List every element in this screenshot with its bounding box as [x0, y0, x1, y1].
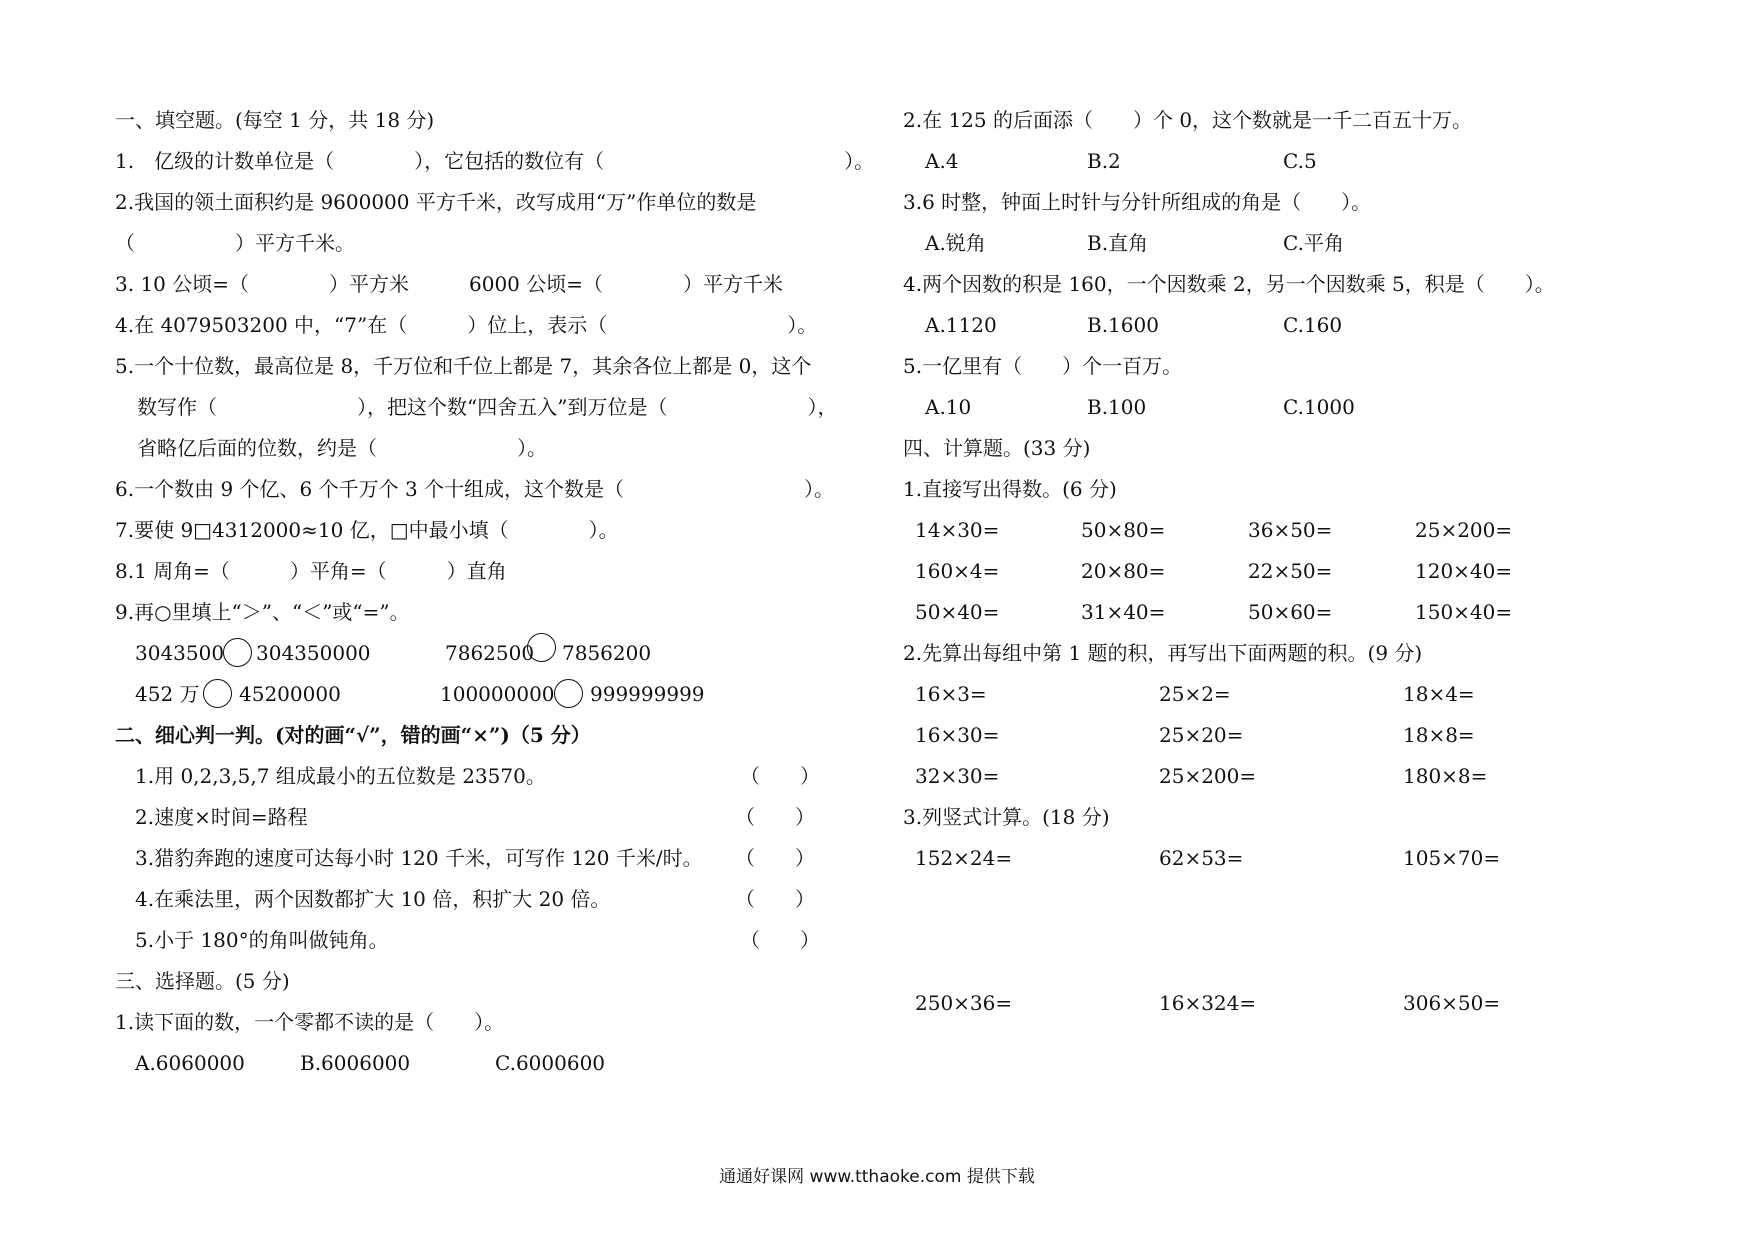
judge-text: 3.猎豹奔跑的速度可达每小时 120 千米，可写作 120 千米/时。 — [135, 846, 703, 870]
calc-row — [903, 674, 1623, 715]
calc-part-3-title: 3.列竖式计算。(18 分) — [903, 805, 1110, 829]
judge-paren[interactable]: （ ） — [735, 846, 815, 870]
option-a[interactable]: A.锐角 — [925, 231, 986, 255]
footer-source: 通通好课网 www.tthaoke.com 提供下载 — [719, 1167, 1035, 1187]
calc-row — [903, 510, 1623, 551]
choice-options-2 — [903, 141, 1623, 182]
calc-item: 50×80= — [1081, 518, 1166, 542]
option-b[interactable]: B.100 — [1087, 395, 1147, 419]
judge-paren[interactable]: （ ） — [740, 764, 820, 788]
option-c[interactable]: C.160 — [1283, 313, 1343, 337]
calc-item: 160×4= — [915, 559, 1000, 583]
right-column — [903, 100, 1623, 1024]
calc-item: 62×53= — [1159, 846, 1244, 870]
calc-item: 250×36= — [915, 991, 1013, 1015]
calc-item: 16×324= — [1159, 991, 1257, 1015]
fill-question-2-line1: 2.我国的领土面积约是 9600000 平方千米，改写成用“万”作单位的数是 — [115, 190, 757, 214]
compare-row-1 — [115, 633, 875, 674]
compare-a: 3043500 — [135, 641, 225, 665]
judge-item — [115, 756, 875, 797]
judge-item — [115, 838, 875, 879]
calc-item: 25×200= — [1159, 764, 1257, 788]
compare-b: 999999999 — [590, 682, 705, 706]
option-a[interactable]: A.1120 — [925, 313, 997, 337]
compare-circle[interactable] — [527, 633, 556, 662]
choice-question-2: 2.在 125 的后面添（ ）个 0，这个数就是一千二百五十万。 — [903, 108, 1473, 132]
option-b[interactable]: B.1600 — [1087, 313, 1159, 337]
calc-item: 36×50= — [1248, 518, 1333, 542]
choice-options-5 — [903, 387, 1623, 428]
option-b[interactable]: B.直角 — [1087, 231, 1149, 255]
calc-item: 16×30= — [915, 723, 1000, 747]
left-column — [115, 100, 875, 1084]
judge-text: 1.用 0,2,3,5,7 组成最小的五位数是 23570。 — [135, 764, 546, 788]
judge-item — [115, 797, 875, 838]
judge-text: 2.速度×时间=路程 — [135, 805, 308, 829]
compare-circle[interactable] — [223, 638, 252, 667]
fill-question-5-line3: 省略亿后面的位数，约是（ ）。 — [137, 436, 547, 460]
option-a[interactable]: A.6060000 — [135, 1051, 245, 1075]
option-c[interactable]: C.6000600 — [495, 1051, 606, 1075]
calc-item: 20×80= — [1081, 559, 1166, 583]
calc-item: 50×40= — [915, 600, 1000, 624]
fill-question-1: 1. 亿级的计数单位是（ ），它包括的数位有（ ）。 — [115, 149, 875, 173]
vertical-calc-row-1 — [903, 838, 1623, 879]
fill-question-8: 8.1 周角=（ ）平角=（ ）直角 — [115, 559, 507, 583]
section-3-title: 三、选择题。(5 分) — [115, 969, 290, 993]
choice-question-1: 1.读下面的数，一个零都不读的是（ ）。 — [115, 1010, 505, 1034]
compare-row-2 — [115, 674, 875, 715]
calc-item: 150×40= — [1415, 600, 1513, 624]
choice-options-4 — [903, 305, 1623, 346]
calc-item: 306×50= — [1403, 991, 1501, 1015]
compare-a: 100000000 — [440, 682, 555, 706]
section-4-title: 四、计算题。(33 分) — [903, 436, 1091, 460]
calc-part-1-title: 1.直接写出得数。(6 分) — [903, 477, 1117, 501]
option-c[interactable]: C.平角 — [1283, 231, 1344, 255]
calc-item: 22×50= — [1248, 559, 1333, 583]
judge-text: 4.在乘法里，两个因数都扩大 10 倍，积扩大 20 倍。 — [135, 887, 611, 911]
choice-options-1 — [115, 1043, 875, 1084]
calc-part-2-title: 2.先算出每组中第 1 题的积，再写出下面两题的积。(9 分) — [903, 641, 1423, 665]
option-c[interactable]: C.1000 — [1283, 395, 1355, 419]
fill-question-3: 3. 10 公顷=（ ）平方米 6000 公顷=（ ）平方千米 — [115, 272, 784, 296]
choice-question-3: 3.6 时整，钟面上时针与分针所组成的角是（ ）。 — [903, 190, 1372, 214]
compare-circle[interactable] — [203, 679, 232, 708]
calc-item: 31×40= — [1081, 600, 1166, 624]
choice-question-5: 5.一亿里有（ ）个一百万。 — [903, 354, 1183, 378]
work-space — [903, 879, 1623, 983]
fill-question-5-line1: 5.一个十位数，最高位是 8，千万位和千位上都是 7，其余各位上都是 0，这个 — [115, 354, 812, 378]
judge-paren[interactable]: （ ） — [735, 887, 815, 911]
calc-item: 18×8= — [1403, 723, 1475, 747]
calc-row — [903, 756, 1623, 797]
calc-item: 50×60= — [1248, 600, 1333, 624]
calc-item: 25×2= — [1159, 682, 1231, 706]
fill-question-9: 9.再○里填上“＞”、“＜”或“=”。 — [115, 600, 410, 624]
compare-b: 7856200 — [562, 641, 652, 665]
judge-paren[interactable]: （ ） — [740, 928, 820, 952]
choice-options-3 — [903, 223, 1623, 264]
compare-a: 7862500 — [445, 641, 535, 665]
option-c[interactable]: C.5 — [1283, 149, 1317, 173]
fill-question-7: 7.要使 9□4312000≈10 亿，□中最小填（ ）。 — [115, 518, 619, 542]
compare-circle[interactable] — [554, 679, 583, 708]
calc-item: 25×20= — [1159, 723, 1244, 747]
judge-item — [115, 920, 875, 961]
option-a[interactable]: A.4 — [925, 149, 959, 173]
fill-question-2-line2: （ ）平方千米。 — [115, 231, 355, 255]
fill-question-4: 4.在 4079503200 中，“7”在（ ）位上，表示（ ）。 — [115, 313, 818, 337]
compare-a: 452 万 — [135, 682, 200, 706]
compare-b: 45200000 — [239, 682, 341, 706]
calc-item: 14×30= — [915, 518, 1000, 542]
calc-row — [903, 592, 1623, 633]
calc-item: 32×30= — [915, 764, 1000, 788]
compare-b: 304350000 — [256, 641, 371, 665]
judge-paren[interactable]: （ ） — [735, 805, 815, 829]
fill-question-5-line2: 数写作（ ），把这个数“四舍五入”到万位是（ ）， — [137, 395, 838, 419]
judge-text: 5.小于 180°的角叫做钝角。 — [135, 928, 389, 952]
judge-item — [115, 879, 875, 920]
calc-row — [903, 715, 1623, 756]
calc-item: 16×3= — [915, 682, 987, 706]
calc-item: 120×40= — [1415, 559, 1513, 583]
option-b[interactable]: B.2 — [1087, 149, 1121, 173]
option-a[interactable]: A.10 — [925, 395, 972, 419]
calc-item: 25×200= — [1415, 518, 1513, 542]
section-1-title: 一、填空题。(每空 1 分，共 18 分) — [115, 108, 435, 132]
section-2-title: 二、细心判一判。(对的画“√”，错的画“×”)（5 分） — [115, 723, 591, 747]
choice-question-4: 4.两个因数的积是 160，一个因数乘 2，另一个因数乘 5，积是（ ）。 — [903, 272, 1555, 296]
calc-item: 180×8= — [1403, 764, 1488, 788]
calc-item: 152×24= — [915, 846, 1013, 870]
option-b[interactable]: B.6006000 — [300, 1051, 411, 1075]
vertical-calc-row-2 — [903, 983, 1623, 1024]
calc-item: 18×4= — [1403, 682, 1475, 706]
calc-item: 105×70= — [1403, 846, 1501, 870]
calc-row — [903, 551, 1623, 592]
fill-question-6: 6.一个数由 9 个亿、6 个千万个 3 个十组成，这个数是（ ）。 — [115, 477, 835, 501]
